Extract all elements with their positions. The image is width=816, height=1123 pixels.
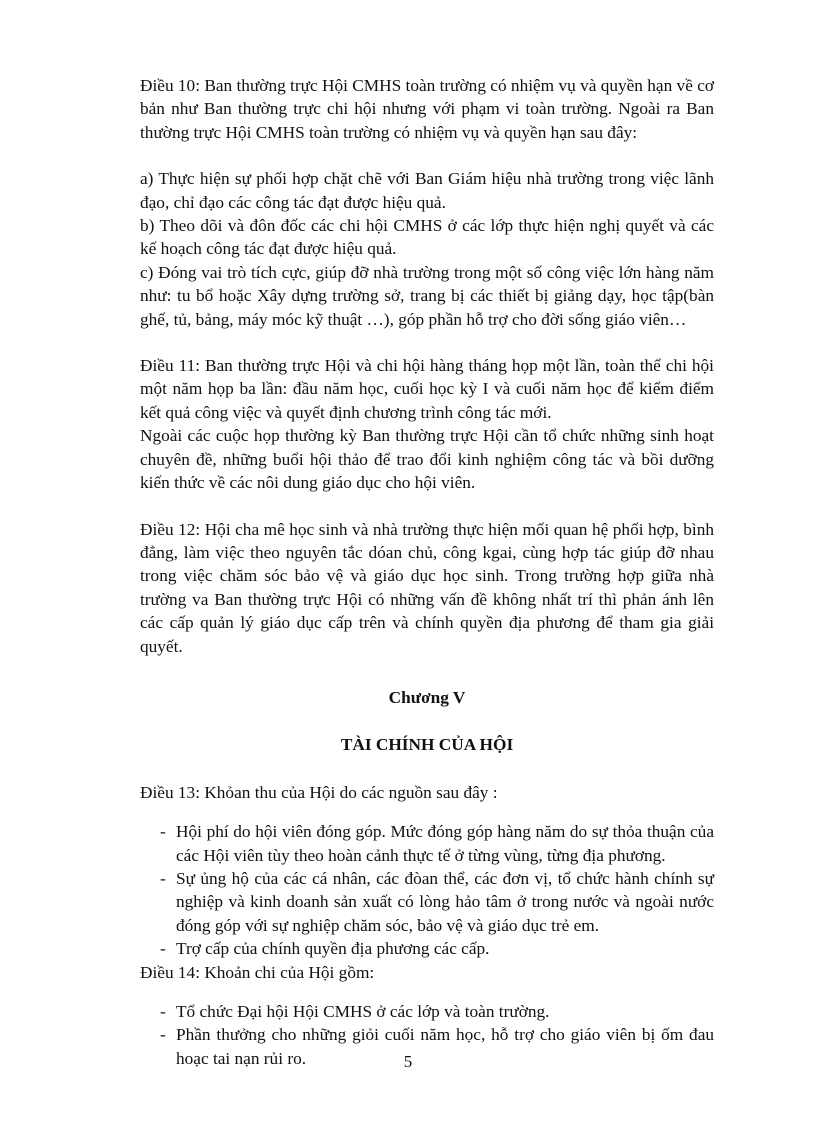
article-11-meetings: Ngoài các cuộc họp thường kỳ Ban thường trực Hội cần tổ chức những sinh hoạt chuyên đề, những buổi hội thảo để trao đổi kinh nghiệm công tác và bồi dưỡng kiến thức về các nôi dung giáo dục cho hội viên. bbox=[140, 426, 714, 493]
paragraph-spacer bbox=[140, 495, 714, 518]
list-item bbox=[140, 867, 714, 937]
dash-bullet: - bbox=[160, 1025, 166, 1045]
page-body bbox=[140, 74, 714, 1070]
dash-bullet: - bbox=[160, 868, 166, 888]
list-item-text: Hội phí do hội viên đóng góp. Mức đóng góp hàng năm do sự thỏa thuận của các Hội viên tùy theo hoàn cảnh thực tế ở từng vùng, từng địa phương. bbox=[176, 822, 714, 865]
list-item-text: Tổ chức Đại hội Hội CMHS ở các lớp và toàn trường. bbox=[176, 1002, 550, 1021]
paragraph-spacer bbox=[140, 331, 714, 354]
list-spacer bbox=[140, 804, 714, 820]
list-item bbox=[140, 820, 714, 867]
article-12-text: Điều 12: Hội cha mê học sinh và nhà trường thực hiện mối quan hệ phối hợp, bình đẳng, làm việc theo nguyên tắc dóan chủ, công kgai, cùng hợp tác giúp đỡ nhau trong việc chăm sóc bảo vệ và giáo dục học sinh. Trong trường hợp giữa nhà trường va Ban thường trực Hội có những vấn đề không nhất trí thì phản ánh lên các cấp quản lý giáo dục cấp trên và chính quyền địa phương để tham gia giải quyết. bbox=[140, 519, 714, 656]
list-item bbox=[140, 937, 714, 960]
dash-bullet: - bbox=[160, 939, 166, 959]
article-10-text: Điều 10: Ban thường trực Hội CMHS toàn trường có nhiệm vụ và quyền hạn về cơ bản như Ban thường trực chi hội nhưng với phạm vi toàn trường. Ngoài ra Ban thường trực Hội CMHS toàn trường có nhiệm vụ và quyền hạn sau đây: bbox=[140, 76, 714, 142]
list-item-text: Phần thưởng cho những giỏi cuối năm học, hỗ trợ cho giáo viên bị ốm đau hoạc tai nạn rủi ro. bbox=[176, 1025, 714, 1068]
article-10-item-a: a) Thực hiện sự phối hợp chặt chẽ với Ban Giám hiệu nhà trường trong việc lãnh đạo, chỉ đạo các công tác đạt được hiệu quả. bbox=[140, 169, 714, 212]
dash-bullet: - bbox=[160, 822, 166, 842]
paragraph-spacer bbox=[140, 144, 714, 167]
article-13-list bbox=[140, 820, 714, 960]
list-item bbox=[140, 1000, 714, 1023]
article-13-intro: Điều 13: Khỏan thu của Hội do các nguồn sau đây : bbox=[140, 782, 498, 802]
list-item-text: Sự ủng hộ của các cá nhân, các đòan thể, các đơn vị, tổ chức hành chính sự nghiệp và kinh doanh sản xuất có lòng hảo tâm ở trong nước và ngoài nước đóng góp với sự nghiệp chăm sóc, bảo vệ và giáo dục trẻ em. bbox=[176, 868, 714, 935]
article-11-text: Điều 11: Ban thường trực Hội và chi hội hàng tháng họp một lần, toàn thể chi hội một năm họp ba lần: đầu năm học, cuối học kỳ I và cuối năm học để kiểm điểm kết quả công việc và quyết định chương trình công tác mới. bbox=[140, 356, 714, 422]
article-10-item-c: c) Đóng vai trò tích cực, giúp đỡ nhà trường trong một số công việc lớn hàng năm như: tu bổ hoặc Xây dựng trường sở, trang bị các thiết bị giảng dạy, học tập(bàn ghế, tủ, bảng, máy móc kỹ thuật …), góp phần hỗ trợ cho đời sống giáo viên… bbox=[140, 262, 714, 329]
dash-bullet: - bbox=[160, 1002, 166, 1021]
chapter-title: Chương V bbox=[388, 687, 466, 707]
section-title: TÀI CHÍNH CỦA HỘI bbox=[340, 735, 514, 755]
article-14-intro: Điều 14: Khoản chi của Hội gồm: bbox=[140, 962, 375, 982]
page-number: 5 bbox=[403, 1052, 413, 1071]
list-spacer bbox=[140, 984, 714, 1000]
article-10-item-b: b) Theo dõi và đôn đốc các chi hội CMHS ở các lớp thực hiện nghị quyết và các kế hoạch công tác đạt được hiệu quả. bbox=[140, 216, 714, 259]
list-item-text: Trợ cấp của chính quyền địa phương các cấp. bbox=[176, 939, 490, 959]
